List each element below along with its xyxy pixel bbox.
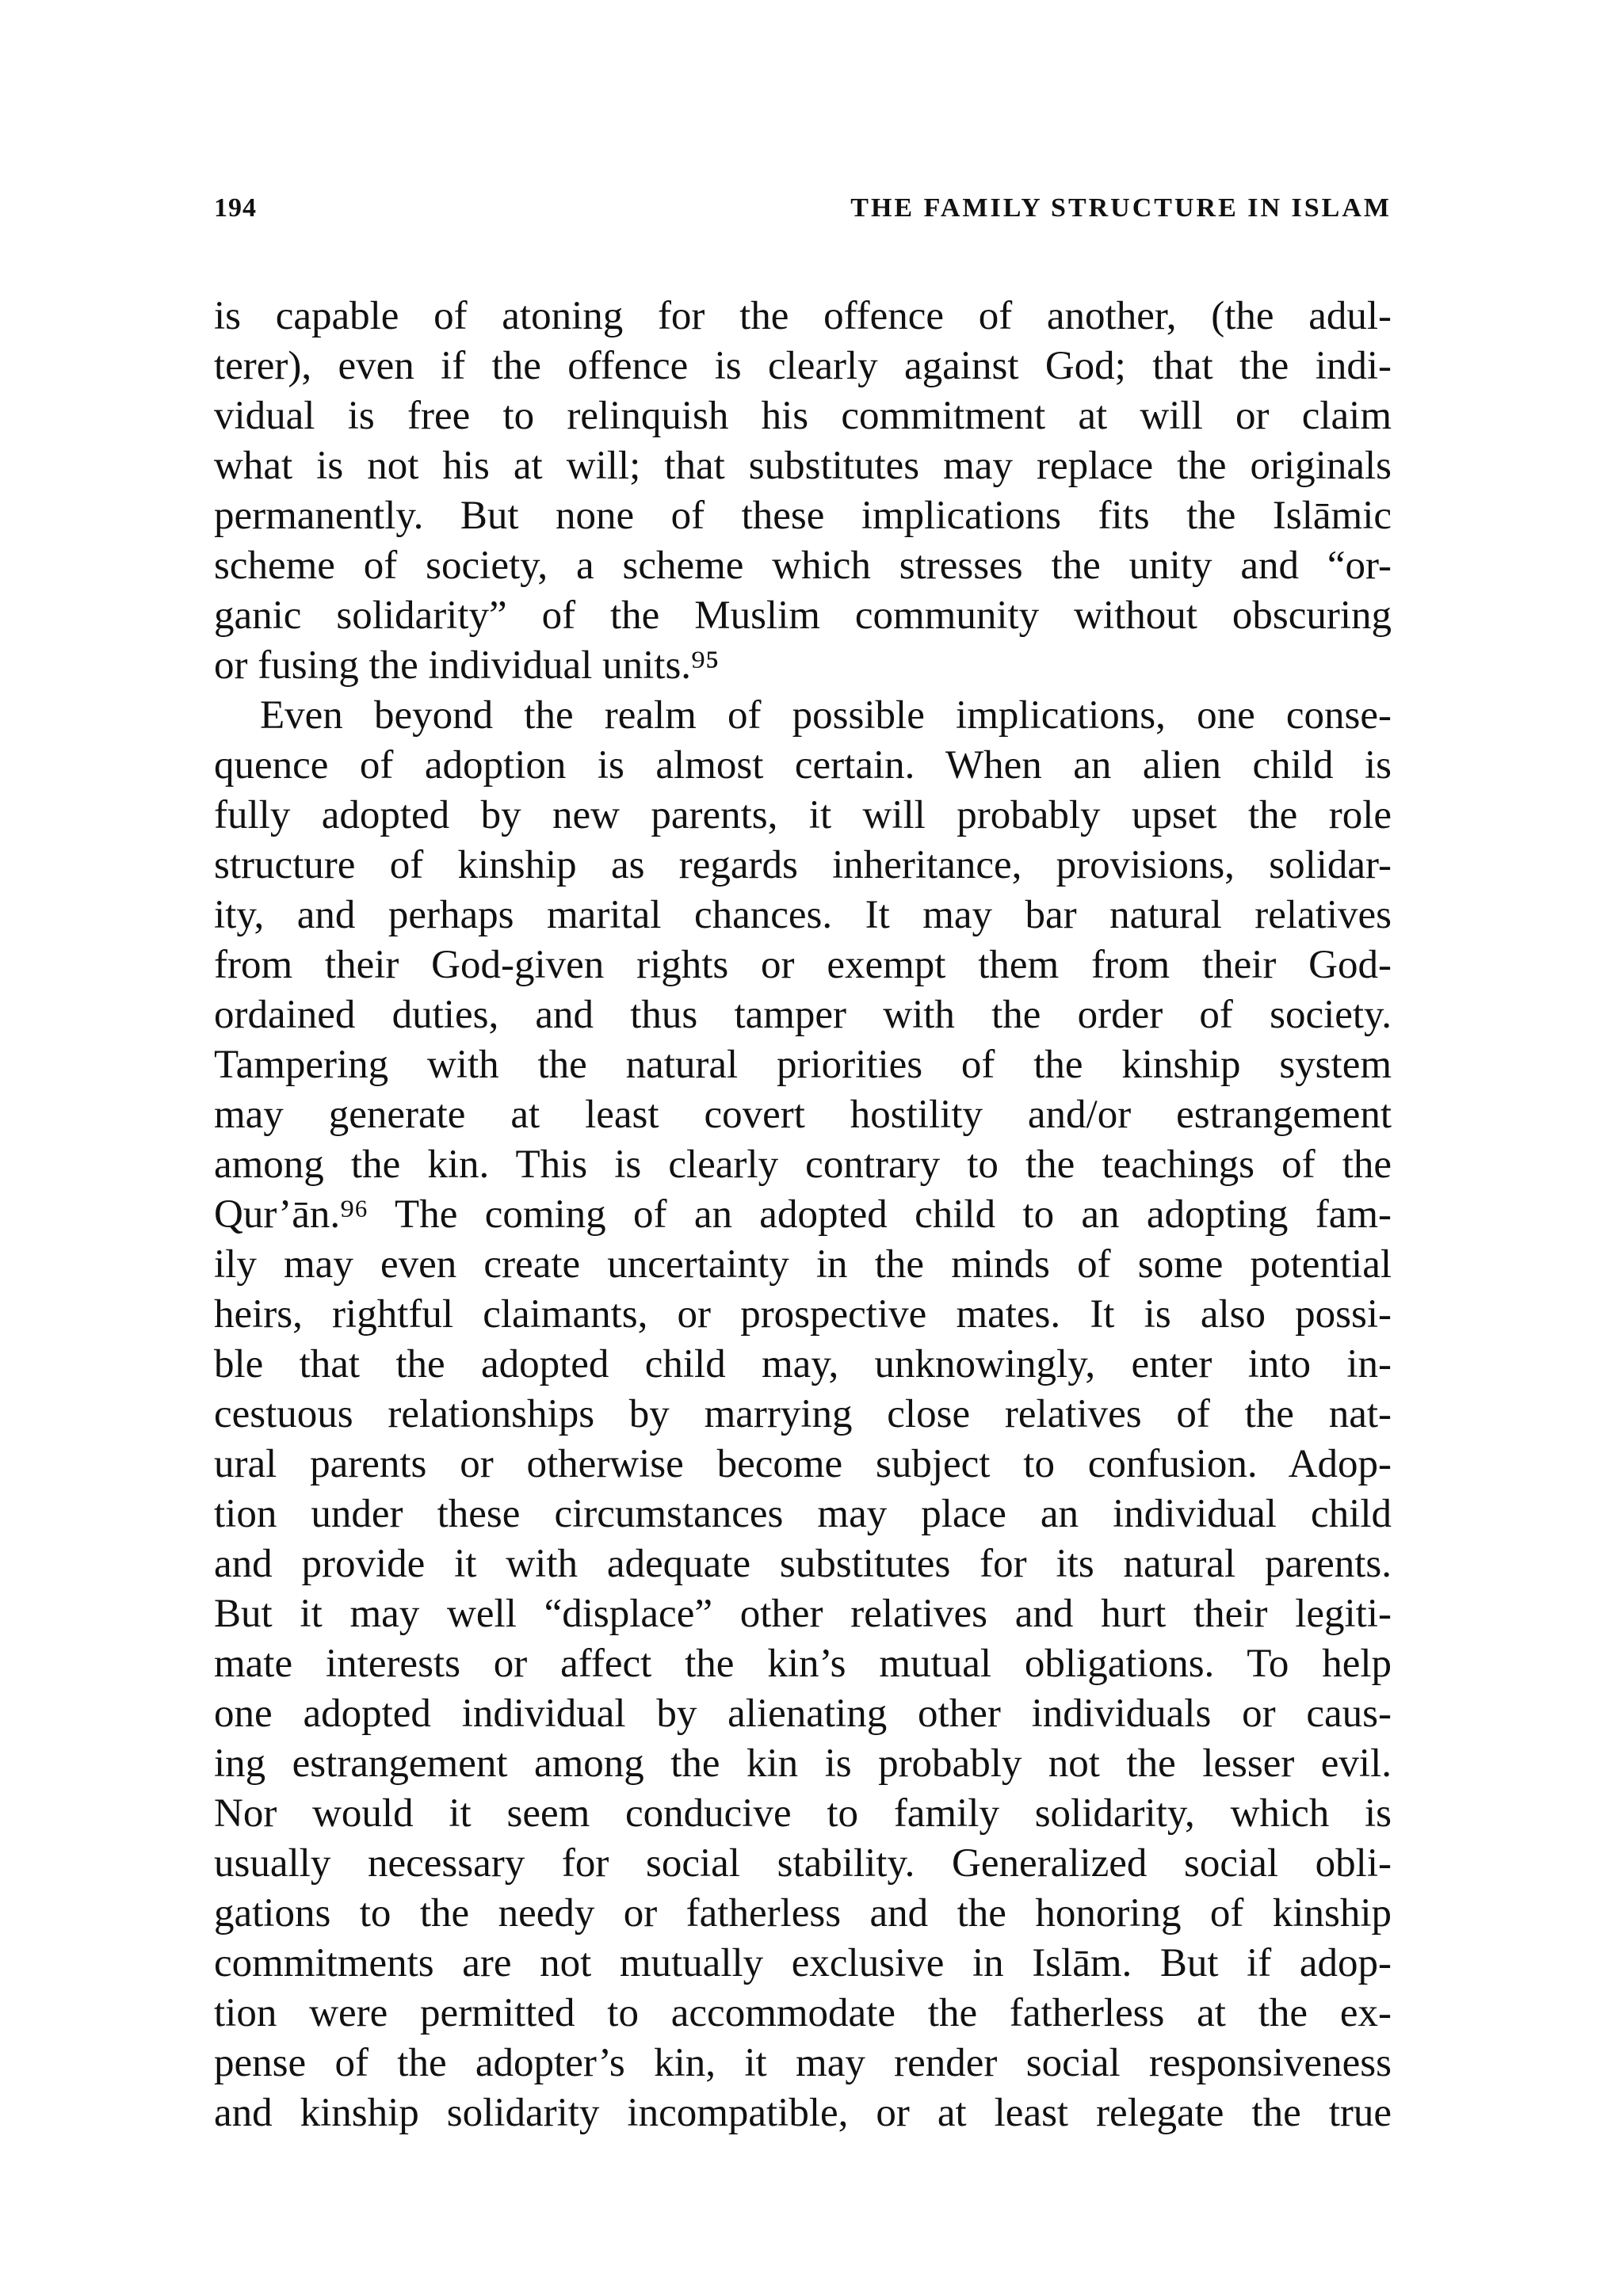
- text-line: and kinship solidarity incompatible, or at least relegate the true: [214, 2091, 1392, 2135]
- text-line: ble that the adopted child may, unknowingly, enter into in-: [214, 1342, 1392, 1386]
- body-text: [214, 292, 1392, 2138]
- text-line: Even beyond the realm of possible implications, one conse-: [260, 693, 1392, 738]
- text-line: mate interests or affect the kin’s mutual obligations. To help: [214, 1642, 1392, 1686]
- text-line: ganic solidarity” of the Muslim community without obscuring: [214, 593, 1392, 638]
- text-line: usually necessary for social stability. Generalized social obli-: [214, 1841, 1392, 1886]
- text-line: permanently. But none of these implications fits the Islāmic: [214, 494, 1392, 538]
- text-line: is capable of atoning for the offence of another, (the adul-: [214, 294, 1392, 338]
- text-line: cestuous relationships by marrying close relatives of the nat-: [214, 1392, 1392, 1436]
- text-line: tion were permitted to accommodate the fatherless at the ex-: [214, 1991, 1392, 2035]
- text-line: Tampering with the natural priorities of the kinship system: [214, 1043, 1392, 1087]
- text-line: gations to the needy or fatherless and the honoring of kinship: [214, 1891, 1392, 1936]
- text-line: tion under these circumstances may place an individual child: [214, 1492, 1392, 1536]
- text-line: Qur’ān.⁹⁶ The coming of an adopted child to an adopting fam-: [214, 1192, 1392, 1237]
- text-line: or fusing the individual units.⁹⁵: [214, 643, 720, 688]
- text-line: may generate at least covert hostility and/or estrangement: [214, 1093, 1392, 1137]
- text-line: heirs, rightful claimants, or prospective mates. It is also possi-: [214, 1292, 1392, 1337]
- text-line: But it may well “displace” other relatives and hurt their legiti-: [214, 1592, 1392, 1636]
- running-title: THE FAMILY STRUCTURE IN ISLAM: [850, 193, 1392, 223]
- text-line: scheme of society, a scheme which stresses the unity and “or-: [214, 543, 1392, 588]
- page-number: 194: [214, 193, 257, 223]
- text-line: what is not his at will; that substitutes may replace the originals: [214, 444, 1392, 488]
- text-line: and provide it with adequate substitutes for its natural parents.: [214, 1542, 1392, 1586]
- text-line: pense of the adopter’s kin, it may render social responsiveness: [214, 2041, 1392, 2085]
- text-line: ily may even create uncertainty in the minds of some potential: [214, 1242, 1392, 1287]
- text-line: Nor would it seem conducive to family solidarity, which is: [214, 1791, 1392, 1836]
- text-line: ing estrangement among the kin is probably not the lesser evil.: [214, 1741, 1392, 1786]
- text-line: ity, and perhaps marital chances. It may bar natural relatives: [214, 893, 1392, 937]
- text-line: ordained duties, and thus tamper with the order of society.: [214, 993, 1392, 1037]
- text-line: terer), even if the offence is clearly against God; that the indi-: [214, 344, 1392, 388]
- text-line: quence of adoption is almost certain. When an alien child is: [214, 743, 1392, 788]
- text-line: fully adopted by new parents, it will probably upset the role: [214, 793, 1392, 837]
- text-line: vidual is free to relinquish his commitment at will or claim: [214, 394, 1392, 438]
- text-line: ural parents or otherwise become subject to confusion. Adop-: [214, 1442, 1392, 1486]
- text-line: from their God-given rights or exempt them from their God-: [214, 943, 1392, 987]
- text-line: commitments are not mutually exclusive in Islām. But if adop-: [214, 1941, 1392, 1985]
- text-line: structure of kinship as regards inheritance, provisions, solidar-: [214, 843, 1392, 887]
- text-line: among the kin. This is clearly contrary to the teachings of the: [214, 1142, 1392, 1187]
- running-head: [214, 193, 1392, 233]
- text-line: one adopted individual by alienating other individuals or caus-: [214, 1691, 1392, 1736]
